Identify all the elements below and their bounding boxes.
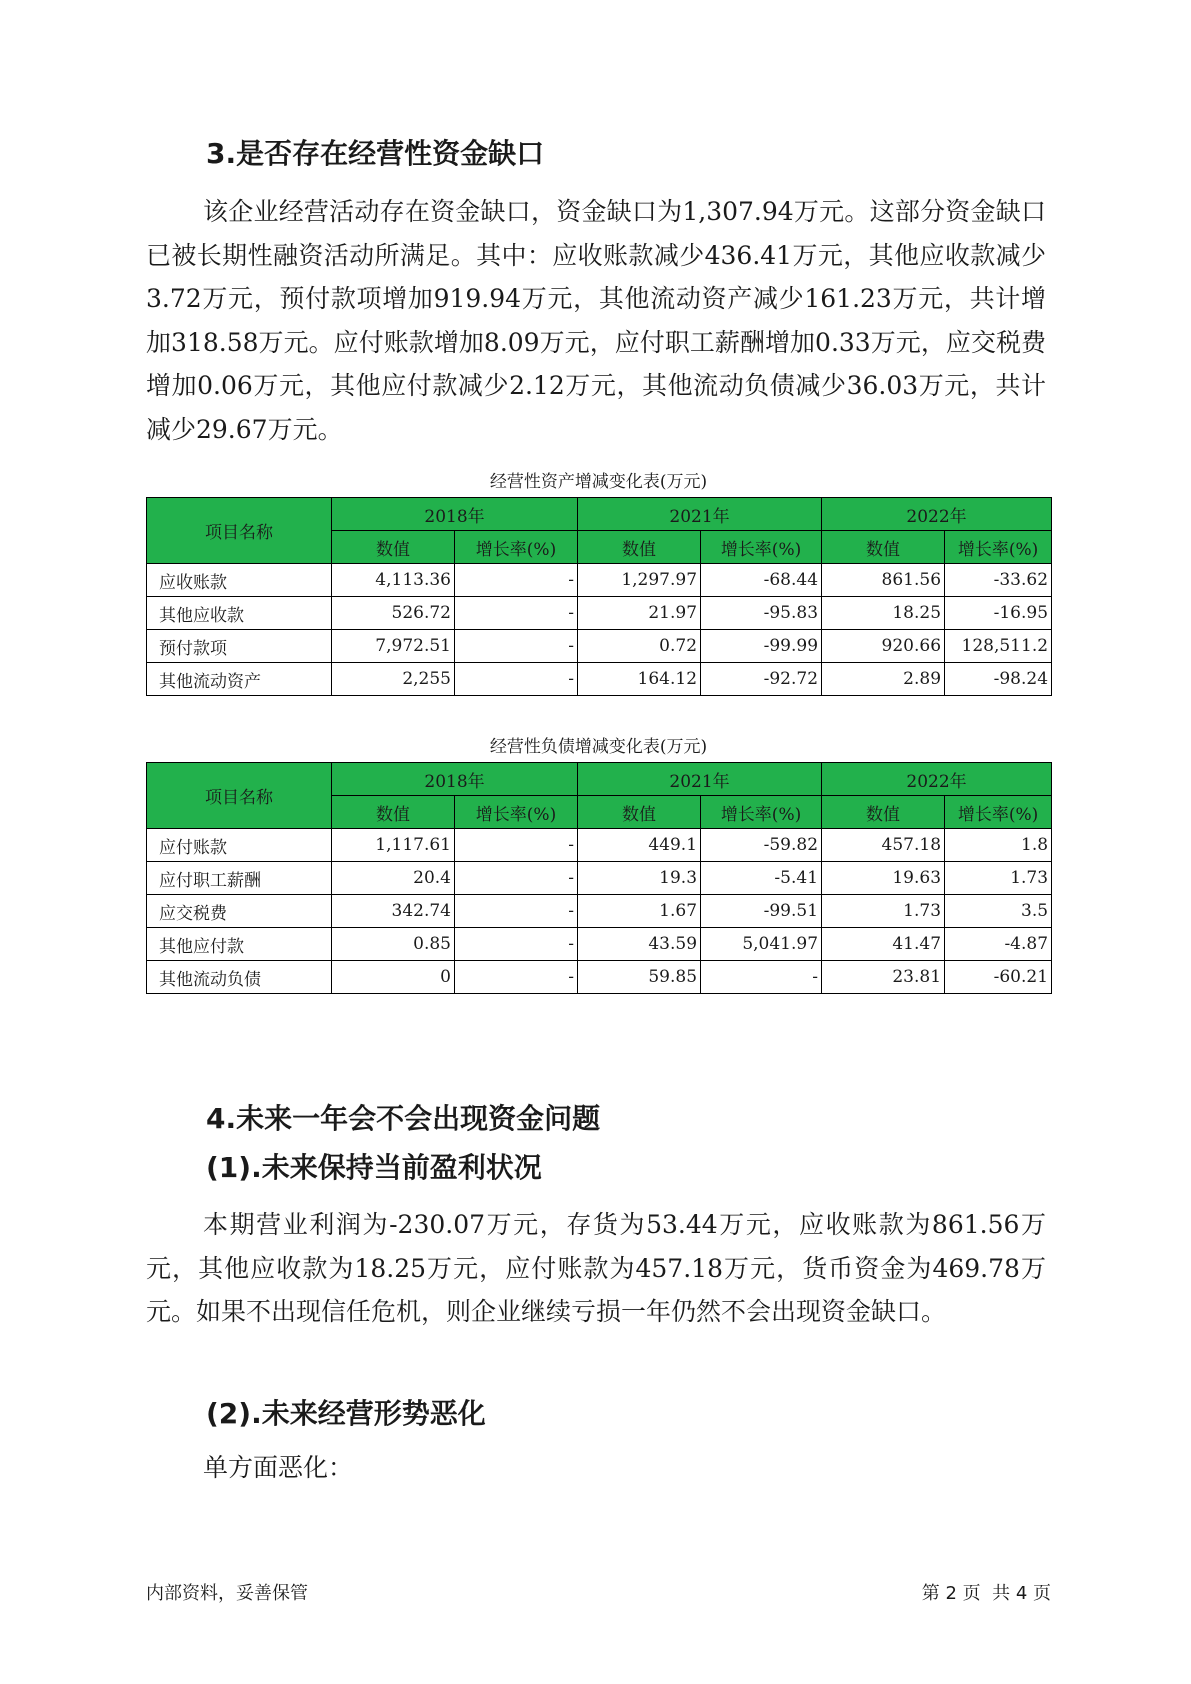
year-header: 2021年: [578, 763, 822, 796]
cell: -: [455, 564, 578, 597]
cell: 861.56: [822, 564, 945, 597]
cell: 164.12: [578, 663, 701, 696]
table-row: [147, 564, 1052, 597]
cell: 449.1: [578, 829, 701, 862]
liability-table: [146, 762, 1052, 994]
value-header: 数值: [332, 531, 455, 564]
cell: 20.4: [332, 862, 455, 895]
footer-left: 内部资料，妥善保管: [146, 1583, 308, 1604]
item-name-header: 项目名称: [147, 763, 332, 829]
year-header: 2018年: [332, 763, 578, 796]
row-name: 其他应付款: [147, 928, 332, 961]
asset-table-body: [147, 564, 1052, 696]
row-name: 其他应收款: [147, 597, 332, 630]
cell: 19.63: [822, 862, 945, 895]
cell: 342.74: [332, 895, 455, 928]
growth-header: 增长率(%): [945, 796, 1052, 829]
value-header: 数值: [822, 531, 945, 564]
cell: -68.44: [701, 564, 822, 597]
cell: -33.62: [945, 564, 1052, 597]
cell: 0.85: [332, 928, 455, 961]
row-name: 应交税费: [147, 895, 332, 928]
section4-sub2-heading: (2).未来经营形势恶化: [206, 1397, 486, 1430]
liability-table-caption: 经营性负债增减变化表(万元): [489, 737, 708, 757]
cell: 59.85: [578, 961, 701, 994]
cell: 2,255: [332, 663, 455, 696]
cell: -: [455, 928, 578, 961]
table-row: [147, 630, 1052, 663]
cell: -98.24: [945, 663, 1052, 696]
cell: -: [455, 961, 578, 994]
cell: 1.67: [578, 895, 701, 928]
cell: 1.8: [945, 829, 1052, 862]
table-row: [147, 597, 1052, 630]
table-row: [147, 895, 1052, 928]
cell: 128,511.2: [945, 630, 1052, 663]
cell: -60.21: [945, 961, 1052, 994]
table-row: [147, 928, 1052, 961]
cell: 43.59: [578, 928, 701, 961]
row-name: 应付职工薪酬: [147, 862, 332, 895]
growth-header: 增长率(%): [455, 796, 578, 829]
cell: 3.5: [945, 895, 1052, 928]
cell: -95.83: [701, 597, 822, 630]
cell: -: [701, 961, 822, 994]
table-row: [147, 663, 1052, 696]
cell: -59.82: [701, 829, 822, 862]
cell: -5.41: [701, 862, 822, 895]
section3-heading: 3.是否存在经营性资金缺口: [206, 137, 545, 170]
value-header: 数值: [332, 796, 455, 829]
value-header: 数值: [578, 531, 701, 564]
growth-header: 增长率(%): [945, 531, 1052, 564]
year-header: 2021年: [578, 498, 822, 531]
value-header: 数值: [578, 796, 701, 829]
cell: 1.73: [945, 862, 1052, 895]
row-name: 预付款项: [147, 630, 332, 663]
table-row: [147, 961, 1052, 994]
cell: -99.51: [701, 895, 822, 928]
footer-page-number: 第 2 页 共 4 页: [921, 1583, 1051, 1604]
cell: 1,297.97: [578, 564, 701, 597]
cell: -: [455, 597, 578, 630]
year-header: 2018年: [332, 498, 578, 531]
row-name: 应付账款: [147, 829, 332, 862]
year-header: 2022年: [822, 763, 1052, 796]
cell: 920.66: [822, 630, 945, 663]
cell: -16.95: [945, 597, 1052, 630]
cell: 1.73: [822, 895, 945, 928]
cell: 1,117.61: [332, 829, 455, 862]
cell: -92.72: [701, 663, 822, 696]
section4-sub1-paragraph: 本期营业利润为-230.07万元，存货为53.44万元，应收账款为861.56万元，其他应收款为18.25万元，应付账款为457.18万元，货币资金为469.78万元。如果不出现信任危机，则企业继续亏损一年仍然不会出现资金缺口。: [146, 1210, 1046, 1327]
growth-header: 增长率(%): [701, 531, 822, 564]
cell: -: [455, 829, 578, 862]
cell: 2.89: [822, 663, 945, 696]
row-name: 应收账款: [147, 564, 332, 597]
cell: 19.3: [578, 862, 701, 895]
cell: 0.72: [578, 630, 701, 663]
cell: 5,041.97: [701, 928, 822, 961]
cell: -: [455, 862, 578, 895]
item-name-header: 项目名称: [147, 498, 332, 564]
section3-paragraph: 该企业经营活动存在资金缺口，资金缺口为1,307.94万元。这部分资金缺口已被长期性融资活动所满足。其中：应收账款减少436.41万元，其他应收款减少3.72万元，预付款项增加919.94万元，其他流动资产减少161.23万元，共计增加318.58万元。应付账款增加8.09万元，应付职工薪酬增加0.33万元，应交税费增加0.06万元，其他应付款减少2.12万元，其他流动负债减少36.03万元，共计减少29.67万元。: [146, 197, 1046, 444]
growth-header: 增长率(%): [701, 796, 822, 829]
section4-sub2-paragraph: 单方面恶化：: [203, 1453, 354, 1482]
cell: 457.18: [822, 829, 945, 862]
cell: -99.99: [701, 630, 822, 663]
table-row: [147, 862, 1052, 895]
cell: 4,113.36: [332, 564, 455, 597]
year-header: 2022年: [822, 498, 1052, 531]
cell: -: [455, 895, 578, 928]
cell: -4.87: [945, 928, 1052, 961]
cell: 0: [332, 961, 455, 994]
cell: -: [455, 630, 578, 663]
cell: 23.81: [822, 961, 945, 994]
cell: 18.25: [822, 597, 945, 630]
cell: 526.72: [332, 597, 455, 630]
cell: 41.47: [822, 928, 945, 961]
table-row: [147, 829, 1052, 862]
row-name: 其他流动负债: [147, 961, 332, 994]
cell: 7,972.51: [332, 630, 455, 663]
asset-table: [146, 497, 1052, 696]
section4-heading: 4.未来一年会不会出现资金问题: [206, 1102, 601, 1135]
row-name: 其他流动资产: [147, 663, 332, 696]
growth-header: 增长率(%): [455, 531, 578, 564]
cell: 21.97: [578, 597, 701, 630]
asset-table-caption: 经营性资产增减变化表(万元): [489, 472, 708, 492]
value-header: 数值: [822, 796, 945, 829]
liability-table-body: [147, 829, 1052, 994]
section4-sub1-heading: (1).未来保持当前盈利状况: [206, 1151, 542, 1184]
cell: -: [455, 663, 578, 696]
